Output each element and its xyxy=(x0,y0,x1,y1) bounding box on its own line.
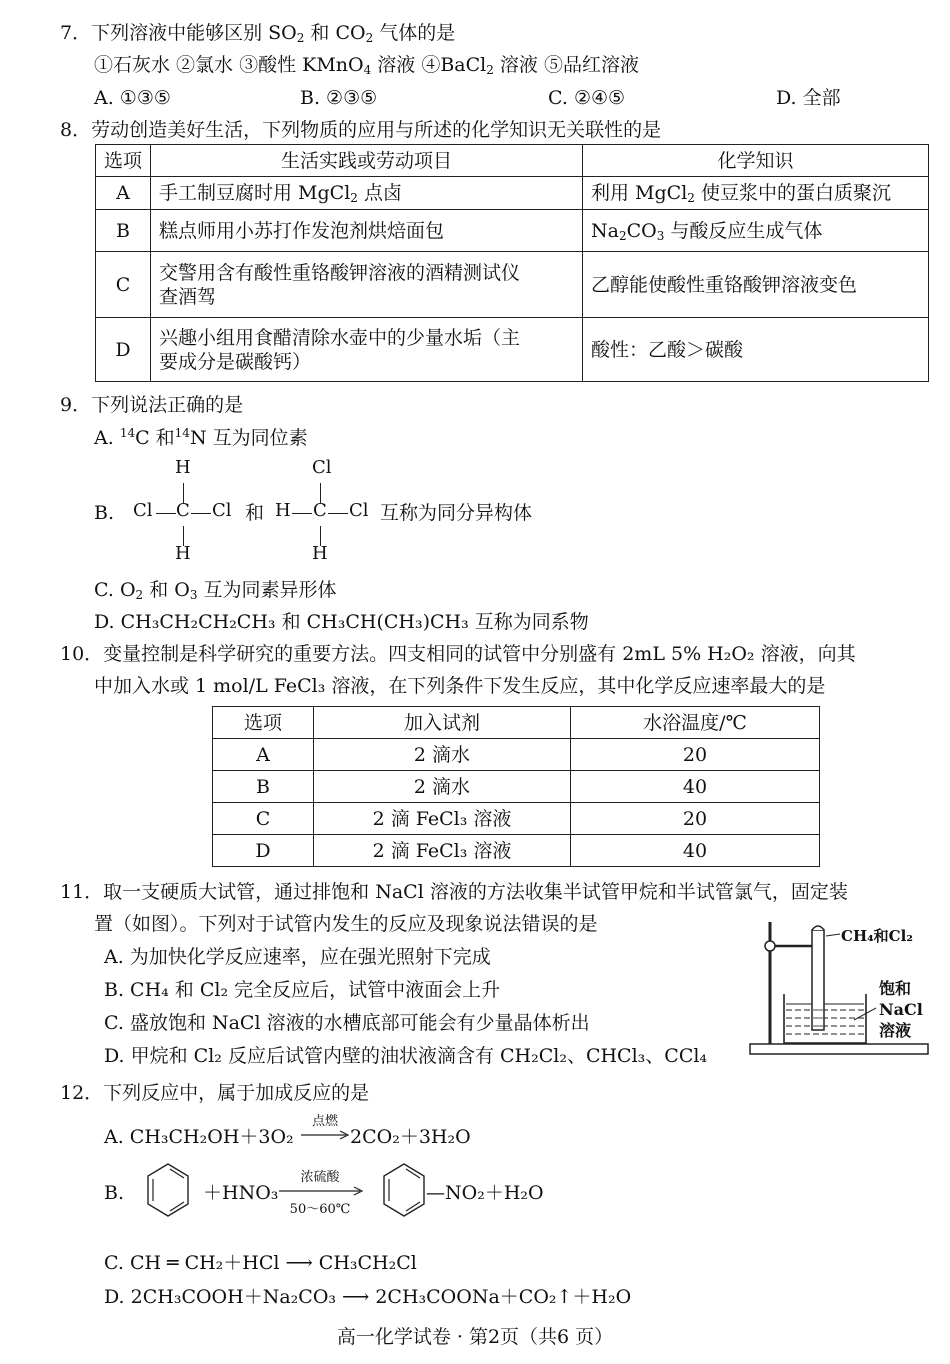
temp-cell: 20 xyxy=(571,739,820,771)
q9-option-a[interactable]: A. $^{14}$C 和$^{14}$N 互为同位素 xyxy=(94,426,308,449)
atom-cl: Cl xyxy=(133,500,153,521)
q11-option-d[interactable]: D. 甲烷和 Cl₂ 反应后试管内壁的油状液滴含有 CH₂Cl₂、CHCl₃、CCl₄ xyxy=(104,1045,708,1067)
solution-label-line3: 溶液 xyxy=(879,1021,912,1040)
practice-cell: 糕点师用小苏打作发泡剂烘焙面包 xyxy=(151,210,583,252)
atom-h: H xyxy=(175,457,191,478)
q7-stem: 7．下列溶液中能够区别 $SO_2$ 和 $CO_2$ 气体的是 xyxy=(60,22,456,45)
q10-stem-line1: 10．变量控制是科学研究的重要方法。四支相同的试管中分别盛有 2mL 5% H₂O₂ 溶液，向其 xyxy=(60,643,856,665)
catalyst-label: 浓硫酸 xyxy=(300,1170,340,1185)
q11-option-b[interactable]: B. CH₄ 和 Cl₂ 完全反应后，试管中液面会上升 xyxy=(104,979,501,1001)
q7-option-d[interactable]: D. 全部 xyxy=(776,87,841,109)
benzene-icon xyxy=(380,1161,428,1219)
gas-label: CH₄和Cl₂ xyxy=(841,927,913,945)
table-row xyxy=(213,835,820,867)
reagent-cell: 2 滴 FeCl₃ 溶液 xyxy=(314,803,571,835)
reagent-cell: 2 滴 FeCl₃ 溶液 xyxy=(314,835,571,867)
reagent-cell: 2 滴水 xyxy=(314,771,571,803)
q9-stem: 9．下列说法正确的是 xyxy=(60,394,244,416)
q9-option-b-label[interactable]: B. xyxy=(94,502,115,524)
temp-cell: 40 xyxy=(571,835,820,867)
q12-option-d[interactable]: D. 2CH₃COOH＋Na₂CO₃ ⟶ 2CH₃COONa＋CO₂↑＋H₂O xyxy=(104,1286,632,1308)
nitric-acid-reagent: ＋HNO₃ xyxy=(203,1182,279,1204)
table-row xyxy=(96,210,929,252)
atom-h: H xyxy=(312,543,328,564)
knowledge-cell: 乙醇能使酸性重铬酸钾溶液变色 xyxy=(583,252,929,318)
table-header-row xyxy=(96,145,929,177)
atom-h: H xyxy=(175,543,191,564)
q8-table xyxy=(95,144,929,382)
q10-table xyxy=(212,706,820,867)
atom-c: C xyxy=(176,500,190,521)
q7-choices: ①石灰水 ②氯水 ③酸性 KMnO$_4$ 溶液 ④BaCl$_2$ 溶液 ⑤品红溶液 xyxy=(94,54,639,77)
atom-c: C xyxy=(313,500,327,521)
q11-option-a[interactable]: A. 为加快化学反应速率，应在强光照射下完成 xyxy=(104,946,491,968)
table-row xyxy=(213,739,820,771)
header-cell: 生活实践或劳动项目 xyxy=(151,145,583,177)
atom-cl: Cl xyxy=(349,500,369,521)
table-row xyxy=(96,318,929,382)
gas-leader-line xyxy=(826,934,840,936)
knowledge-cell: 酸性：乙酸＞碳酸 xyxy=(583,318,929,382)
and-word: 和 xyxy=(245,502,265,524)
q7-option-b[interactable]: B. ②③⑤ xyxy=(300,87,378,109)
test-tube xyxy=(812,930,824,1030)
knowledge-cell: 利用 MgCl$_2$ 使豆浆中的蛋白质聚沉 xyxy=(583,177,929,210)
practice-cell: 交警用含有酸性重铬酸钾溶液的酒精测试仪 查酒驾 xyxy=(151,252,583,318)
option-id-cell: B xyxy=(213,771,314,803)
reaction-arrow-a xyxy=(300,1130,350,1140)
practice-cell: 手工制豆腐时用 MgCl$_2$ 点卤 xyxy=(151,177,583,210)
q7-option-c[interactable]: C. ②④⑤ xyxy=(548,87,626,109)
q12-option-c[interactable]: C. CH ═ CH₂＋HCl ⟶ CH₃CH₂Cl xyxy=(104,1252,417,1274)
q12-option-b[interactable]: B. xyxy=(104,1182,125,1204)
solution-leader-line xyxy=(854,1008,876,1020)
option-id-cell: D xyxy=(213,835,314,867)
option-id-cell: A xyxy=(96,177,151,210)
option-id-cell: C xyxy=(96,252,151,318)
temperature-label: 50～60℃ xyxy=(289,1202,351,1217)
reagent-cell: 2 滴水 xyxy=(314,739,571,771)
q8-stem: 8．劳动创造美好生活，下列物质的应用与所述的化学知识无关联性的是 xyxy=(60,119,662,141)
header-cell: 水浴温度/℃ xyxy=(571,707,820,739)
header-cell: 选项 xyxy=(213,707,314,739)
q12-option-a-products: 2CO₂＋3H₂O xyxy=(350,1126,471,1148)
salt-solution xyxy=(786,1010,864,1034)
temp-cell: 20 xyxy=(571,803,820,835)
table-header-row xyxy=(213,707,820,739)
clamp-knob xyxy=(765,941,775,951)
condition-label: 点燃 xyxy=(311,1114,338,1129)
temp-cell: 40 xyxy=(571,771,820,803)
q11-stem-line2: 置（如图）。下列对于试管内发生的反应及现象说法错误的是 xyxy=(94,913,598,935)
benzene-icon xyxy=(144,1161,192,1219)
nitrobenzene-product: —NO₂＋H₂O xyxy=(426,1182,544,1204)
q12-option-a[interactable]: A. CH₃CH₂OH＋3O₂ xyxy=(104,1126,294,1148)
header-cell: 化学知识 xyxy=(583,145,929,177)
q10-stem-line2: 中加入水或 1 mol/L FeCl₃ 溶液，在下列条件下发生反应，其中化学反应速率最大的是 xyxy=(94,675,826,697)
q9-option-d[interactable]: D. CH₃CH₂CH₂CH₃ 和 CH₃CH(CH₃)CH₃ 互称为同系物 xyxy=(94,611,589,633)
stand-base xyxy=(750,1044,928,1054)
bond-line xyxy=(191,513,211,514)
q9-option-b-tail: 互称为同分异构体 xyxy=(380,502,533,524)
q7-option-a[interactable]: A. ①③⑤ xyxy=(94,87,171,109)
atom-h: H xyxy=(275,500,291,521)
header-cell: 加入试剂 xyxy=(314,707,571,739)
q11-option-c[interactable]: C. 盛放饱和 NaCl 溶液的水槽底部可能会有少量晶体析出 xyxy=(104,1012,590,1034)
table-row xyxy=(213,803,820,835)
atom-cl: Cl xyxy=(212,500,232,521)
test-tube-top xyxy=(812,926,824,930)
atom-cl: Cl xyxy=(312,457,332,478)
practice-cell: 兴趣小组用食醋清除水壶中的少量水垢（主 要成分是碳酸钙） xyxy=(151,318,583,382)
option-id-cell: B xyxy=(96,210,151,252)
table-row xyxy=(96,252,929,318)
q12-stem: 12．下列反应中，属于加成反应的是 xyxy=(60,1082,370,1104)
table-row xyxy=(213,771,820,803)
solution-label-line2: NaCl xyxy=(879,1000,923,1019)
option-id-cell: D xyxy=(96,318,151,382)
bond-line xyxy=(292,513,312,514)
apparatus-figure xyxy=(748,912,932,1060)
bond-line xyxy=(328,513,348,514)
reaction-arrow-b xyxy=(278,1186,364,1196)
header-cell: 选项 xyxy=(96,145,151,177)
q11-stem-line1: 11．取一支硬质大试管，通过排饱和 NaCl 溶液的方法收集半试管甲烷和半试管氯气，固定装 xyxy=(60,881,848,903)
option-id-cell: A xyxy=(213,739,314,771)
knowledge-cell: $Na_2CO_3$ 与酸反应生成气体 xyxy=(583,210,929,252)
table-row xyxy=(96,177,929,210)
option-id-cell: C xyxy=(213,803,314,835)
page-footer: 高一化学试卷 · 第2页（共6 页） xyxy=(336,1326,614,1348)
solution-label-line1: 饱和 xyxy=(879,979,912,998)
q9-option-c[interactable]: C. $O_2$ 和 $O_3$ 互为同素异形体 xyxy=(94,579,337,602)
bond-line xyxy=(156,513,176,514)
